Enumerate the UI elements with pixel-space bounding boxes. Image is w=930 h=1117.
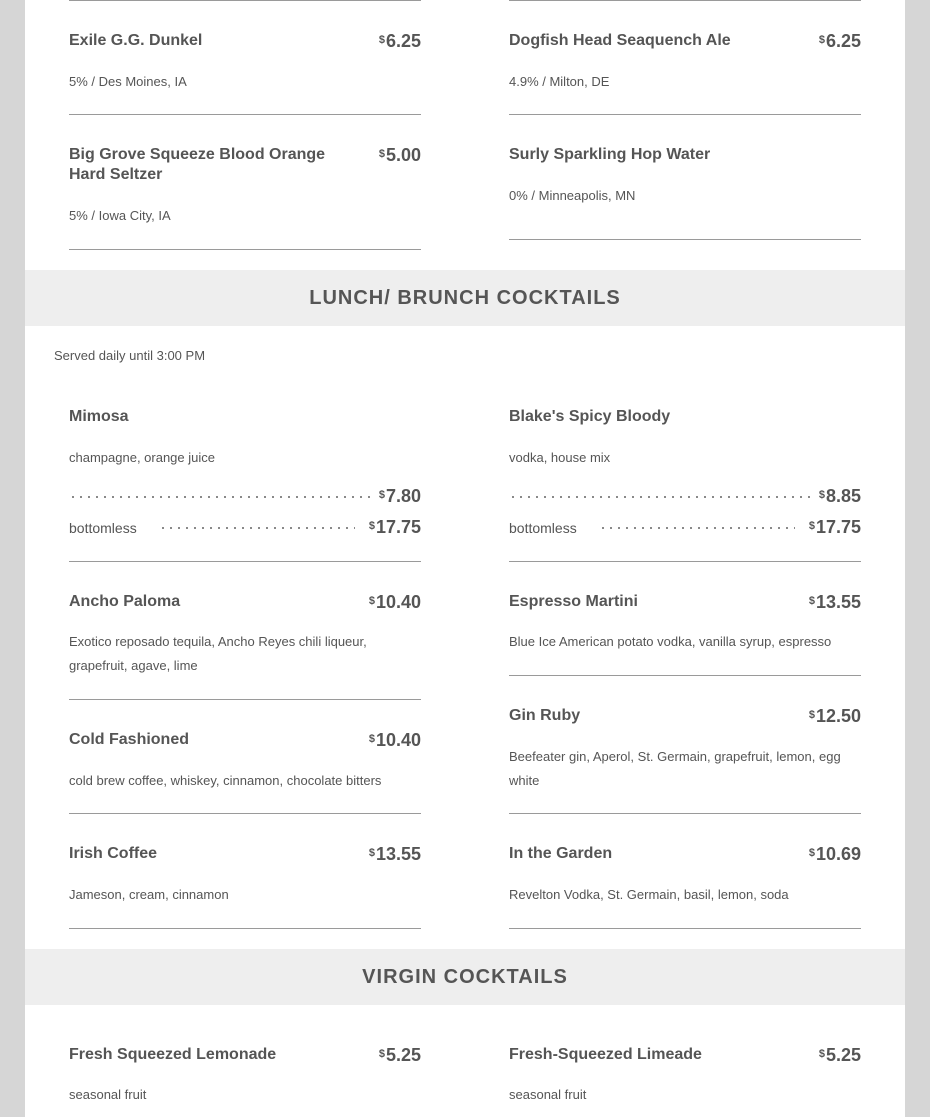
- divider: [69, 0, 421, 1]
- menu-item-in-the-garden: [509, 844, 861, 930]
- menu-item-cold-fashioned: [69, 730, 421, 815]
- dot-leader: [159, 526, 355, 530]
- divider: [509, 0, 861, 1]
- item-name: Mimosa: [69, 408, 129, 425]
- menu-item-espresso-martini: [509, 592, 861, 677]
- item-name: Exile G.G. Dunkel: [69, 32, 203, 49]
- menu-item-big-grove-seltzer: [69, 145, 421, 251]
- item-price: $10.69: [808, 844, 861, 864]
- bottomless-price: $17.75: [808, 517, 861, 537]
- menu-item-irish-coffee: [69, 844, 421, 930]
- price-line-glass: [509, 485, 861, 509]
- divider: [69, 928, 421, 929]
- item-description: 5% / Des Moines, IA: [69, 74, 187, 89]
- item-price: $10.40: [368, 592, 421, 612]
- item-price: $5.00: [378, 145, 421, 165]
- menu-item-mimosa: [69, 407, 421, 563]
- price-line-bottomless: [69, 516, 421, 540]
- divider: [69, 813, 421, 814]
- divider: [509, 675, 861, 676]
- menu-item-surly-hop-water: [509, 145, 861, 241]
- item-description: seasonal fruit: [509, 1087, 587, 1102]
- divider: [509, 114, 861, 115]
- item-price: $6.25: [378, 31, 421, 51]
- menu-page: [25, 0, 905, 1117]
- item-description: vodka, house mix: [509, 450, 611, 465]
- bottomless-price: $17.75: [368, 517, 421, 537]
- dot-leader: [69, 495, 371, 499]
- item-name: Big Grove Squeeze Blood Orange Hard Seltzer: [69, 146, 326, 183]
- item-name: Fresh-Squeezed Limeade: [509, 1046, 702, 1063]
- item-price: $13.55: [368, 844, 421, 864]
- divider: [69, 249, 421, 250]
- divider: [509, 561, 861, 562]
- section-note: Served daily until 3:00 PM: [54, 348, 206, 363]
- menu-item-lemonade: [69, 1045, 421, 1117]
- item-description: Blue Ice American potato vodka, vanilla syrup, espresso: [509, 634, 832, 649]
- price-line-bottomless: [509, 516, 861, 540]
- item-name: Irish Coffee: [69, 845, 158, 862]
- item-price: $6.25: [818, 31, 861, 51]
- dot-leader: [599, 526, 795, 530]
- item-name: Blake's Spicy Bloody: [509, 408, 671, 425]
- item-name: Surly Sparkling Hop Water: [509, 146, 711, 163]
- menu-item-gin-ruby: [509, 706, 861, 815]
- item-name: In the Garden: [509, 845, 613, 862]
- divider: [69, 561, 421, 562]
- item-description: Jameson, cream, cinnamon: [69, 887, 229, 902]
- menu-item-dogfish-seaquench: [509, 31, 861, 116]
- item-price: $13.55: [808, 592, 861, 612]
- item-price: $8.85: [818, 486, 861, 506]
- menu-item-limeade: [509, 1045, 861, 1117]
- menu-item-spicy-bloody: [509, 407, 861, 563]
- bottomless-label: bottomless: [509, 520, 577, 536]
- item-description: 4.9% / Milton, DE: [509, 74, 610, 89]
- item-name: Dogfish Head Seaquench Ale: [509, 32, 731, 49]
- item-price: $10.40: [368, 730, 421, 750]
- divider: [69, 114, 421, 115]
- item-name: Ancho Paloma: [69, 593, 181, 610]
- divider: [509, 813, 861, 814]
- item-price: $12.50: [808, 706, 861, 726]
- item-price: $5.25: [818, 1045, 861, 1065]
- item-description: 0% / Minneapolis, MN: [509, 188, 636, 203]
- item-description: cold brew coffee, whiskey, cinnamon, chocolate bitters: [69, 773, 382, 788]
- menu-item-ancho-paloma: [69, 592, 421, 701]
- item-description: Beefeater gin, Aperol, St. Germain, grapefruit, lemon, egg white: [509, 749, 841, 788]
- item-description: seasonal fruit: [69, 1087, 147, 1102]
- item-name: Gin Ruby: [509, 707, 581, 724]
- divider: [509, 239, 861, 240]
- item-description: Revelton Vodka, St. Germain, basil, lemon, soda: [509, 887, 789, 902]
- item-price: $7.80: [378, 486, 421, 506]
- divider: [509, 928, 861, 929]
- item-name: Cold Fashioned: [69, 731, 189, 748]
- item-description: 5% / Iowa City, IA: [69, 208, 171, 223]
- item-description: champagne, orange juice: [69, 450, 215, 465]
- section-header-virgin: VIRGIN COCKTAILS: [25, 949, 905, 1005]
- bottomless-label: bottomless: [69, 520, 137, 536]
- price-line-glass: [69, 485, 421, 509]
- divider: [69, 699, 421, 700]
- menu-item-exile-dunkel: [69, 31, 421, 116]
- item-name: Espresso Martini: [509, 593, 638, 610]
- item-price: $5.25: [378, 1045, 421, 1065]
- item-description: Exotico reposado tequila, Ancho Reyes chili liqueur, grapefruit, agave, lime: [69, 634, 367, 673]
- item-name: Fresh Squeezed Lemonade: [69, 1046, 277, 1063]
- dot-leader: [509, 495, 811, 499]
- section-header-brunch: LUNCH/ BRUNCH COCKTAILS: [25, 270, 905, 326]
